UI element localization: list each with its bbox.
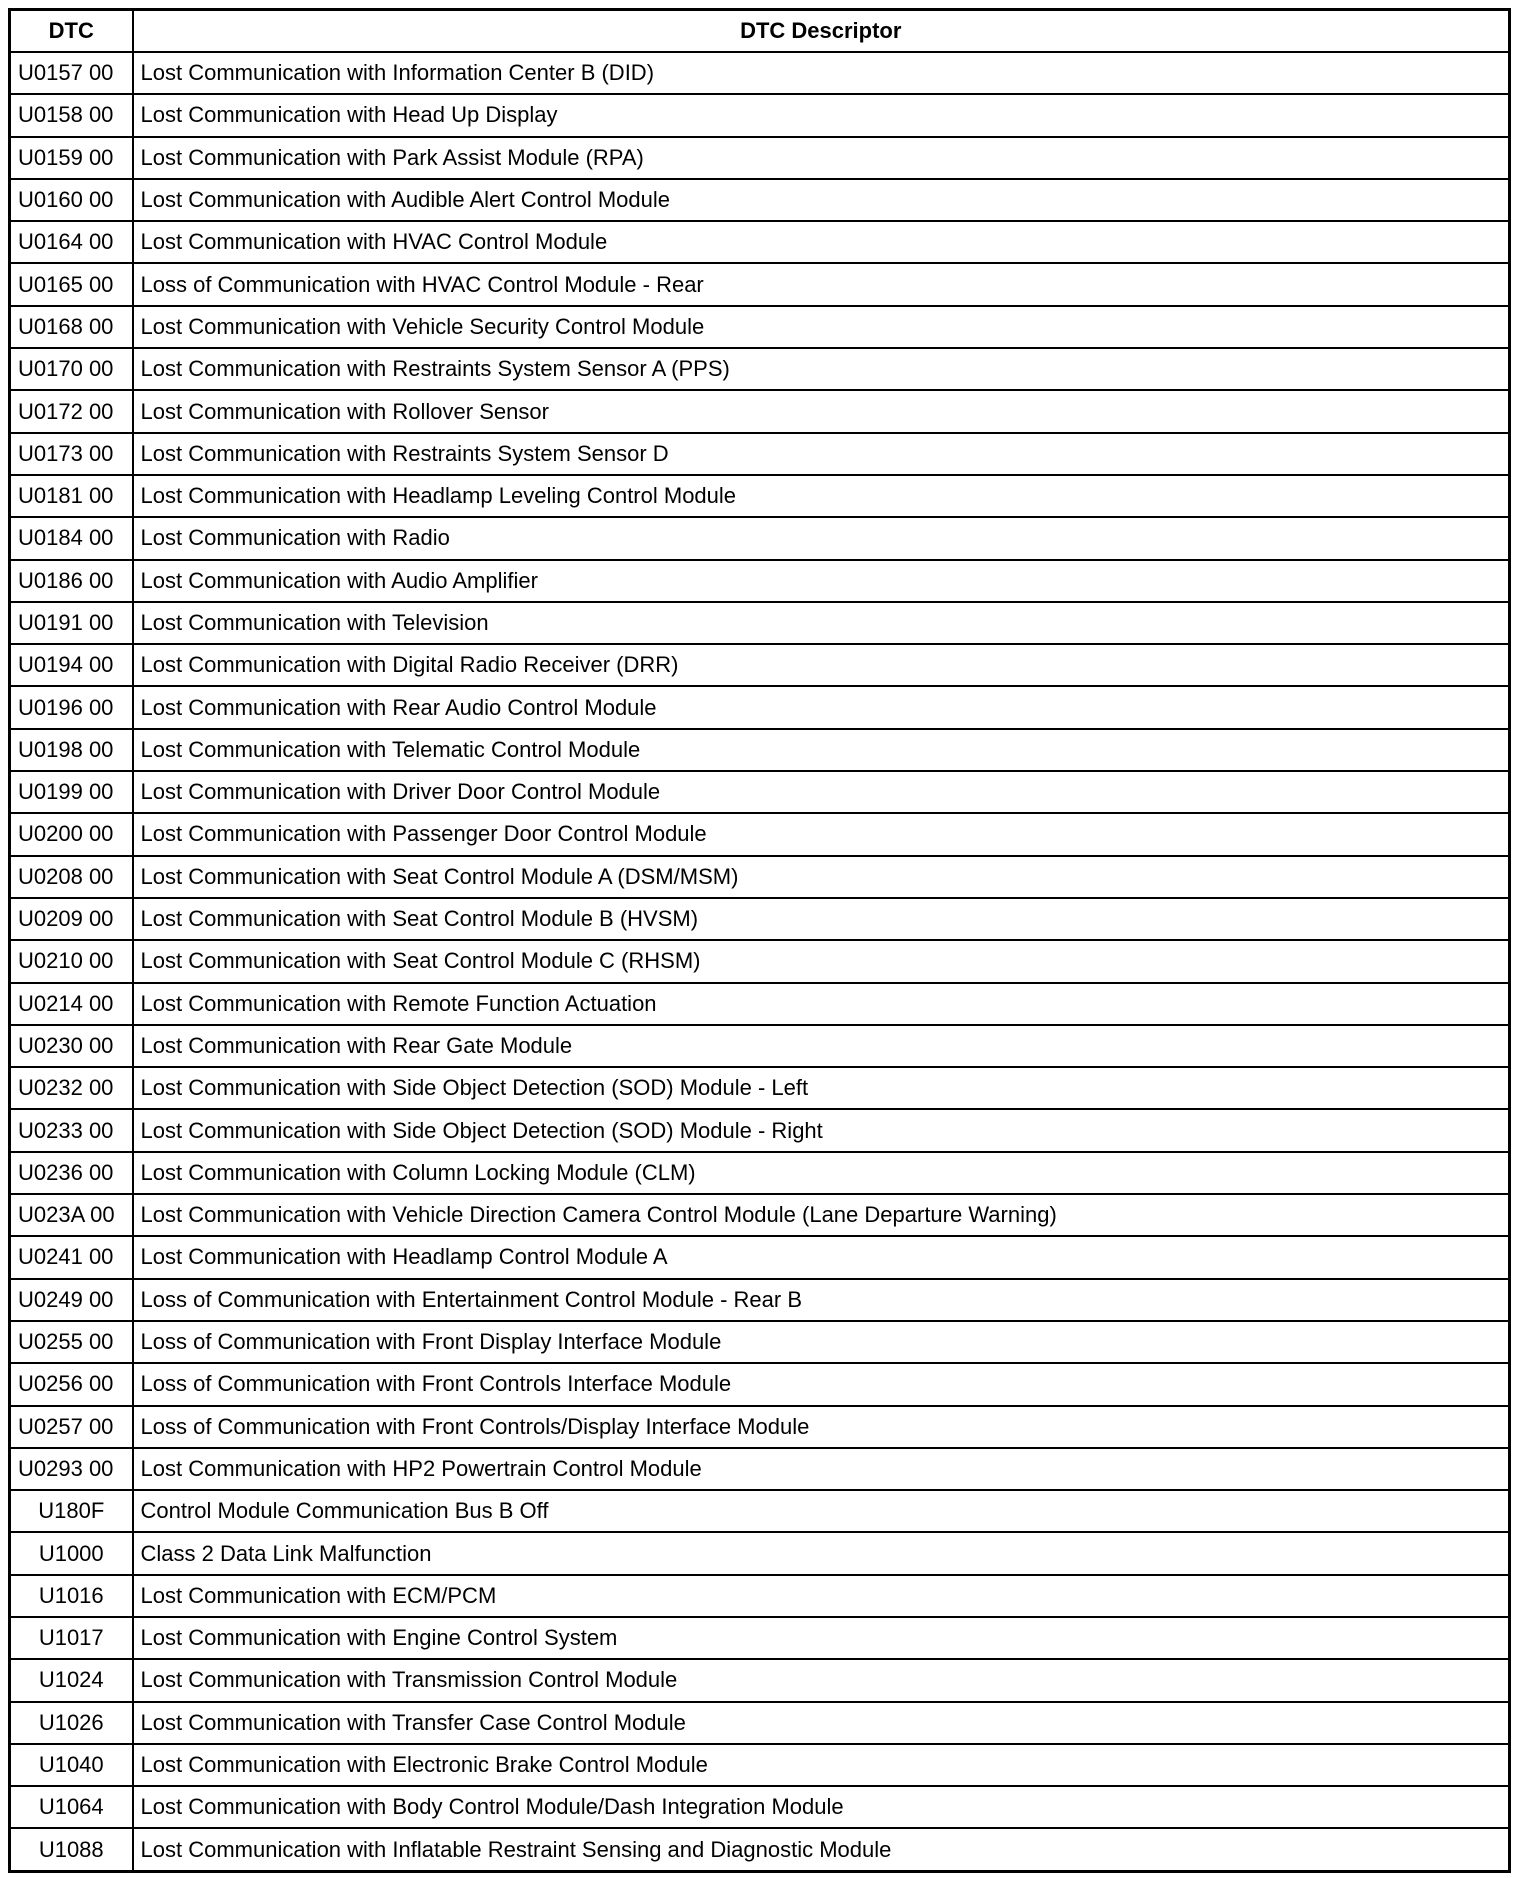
dtc-code: U1064 xyxy=(10,1786,133,1828)
table-row xyxy=(10,813,1510,855)
dtc-descriptor: Lost Communication with Seat Control Module A (DSM/MSM) xyxy=(133,856,1510,898)
header-dtc: DTC xyxy=(10,10,133,53)
dtc-code: U0172 00 xyxy=(10,390,133,432)
dtc-descriptor: Lost Communication with Column Locking Module (CLM) xyxy=(133,1152,1510,1194)
dtc-code: U0173 00 xyxy=(10,433,133,475)
table-row xyxy=(10,856,1510,898)
dtc-code: U1088 xyxy=(10,1828,133,1871)
dtc-descriptor: Lost Communication with Vehicle Direction Camera Control Module (Lane Departure Warning) xyxy=(133,1194,1510,1236)
table-row xyxy=(10,983,1510,1025)
dtc-descriptor: Lost Communication with Telematic Control Module xyxy=(133,729,1510,771)
dtc-code: U0293 00 xyxy=(10,1448,133,1490)
table-row xyxy=(10,1448,1510,1490)
table-row xyxy=(10,1067,1510,1109)
dtc-code: U0165 00 xyxy=(10,263,133,305)
table-row xyxy=(10,1575,1510,1617)
dtc-descriptor: Lost Communication with Audio Amplifier xyxy=(133,560,1510,602)
table-row xyxy=(10,221,1510,263)
dtc-descriptor: Lost Communication with Television xyxy=(133,602,1510,644)
dtc-descriptor: Lost Communication with Inflatable Restraint Sensing and Diagnostic Module xyxy=(133,1828,1510,1871)
table-row xyxy=(10,644,1510,686)
dtc-code: U0249 00 xyxy=(10,1279,133,1321)
dtc-descriptor: Lost Communication with Transmission Control Module xyxy=(133,1659,1510,1701)
dtc-descriptor: Lost Communication with Seat Control Module B (HVSM) xyxy=(133,898,1510,940)
dtc-code: U0194 00 xyxy=(10,644,133,686)
table-row xyxy=(10,1744,1510,1786)
dtc-descriptor: Lost Communication with HP2 Powertrain Control Module xyxy=(133,1448,1510,1490)
table-row xyxy=(10,1786,1510,1828)
dtc-code: U0186 00 xyxy=(10,560,133,602)
dtc-descriptor: Class 2 Data Link Malfunction xyxy=(133,1532,1510,1574)
table-row xyxy=(10,306,1510,348)
dtc-descriptor: Lost Communication with Passenger Door Control Module xyxy=(133,813,1510,855)
dtc-descriptor: Lost Communication with HVAC Control Module xyxy=(133,221,1510,263)
table-row xyxy=(10,1025,1510,1067)
dtc-code: U0158 00 xyxy=(10,94,133,136)
table-body xyxy=(10,52,1510,1872)
dtc-code: U0233 00 xyxy=(10,1109,133,1151)
dtc-descriptor: Lost Communication with Audible Alert Control Module xyxy=(133,179,1510,221)
dtc-descriptor: Loss of Communication with Entertainment Control Module - Rear B xyxy=(133,1279,1510,1321)
table-row xyxy=(10,1194,1510,1236)
table-row xyxy=(10,1279,1510,1321)
table-row xyxy=(10,1363,1510,1405)
dtc-code: U0209 00 xyxy=(10,898,133,940)
table-header-row xyxy=(10,10,1510,53)
dtc-descriptor: Lost Communication with Restraints System Sensor A (PPS) xyxy=(133,348,1510,390)
dtc-code: U1000 xyxy=(10,1532,133,1574)
dtc-code: U0210 00 xyxy=(10,940,133,982)
dtc-code: U0214 00 xyxy=(10,983,133,1025)
table-row xyxy=(10,263,1510,305)
dtc-code: U1016 xyxy=(10,1575,133,1617)
table-row xyxy=(10,940,1510,982)
header-dtc-descriptor: DTC Descriptor xyxy=(133,10,1510,53)
table-row xyxy=(10,1406,1510,1448)
table-row xyxy=(10,1321,1510,1363)
table-row xyxy=(10,771,1510,813)
dtc-descriptor: Lost Communication with ECM/PCM xyxy=(133,1575,1510,1617)
table-row xyxy=(10,94,1510,136)
dtc-code: U0200 00 xyxy=(10,813,133,855)
dtc-code: U0159 00 xyxy=(10,137,133,179)
dtc-descriptor: Lost Communication with Engine Control System xyxy=(133,1617,1510,1659)
table-row xyxy=(10,729,1510,771)
dtc-descriptor: Lost Communication with Head Up Display xyxy=(133,94,1510,136)
dtc-code: U0181 00 xyxy=(10,475,133,517)
dtc-descriptor: Lost Communication with Side Object Detection (SOD) Module - Right xyxy=(133,1109,1510,1151)
dtc-descriptor: Lost Communication with Seat Control Module C (RHSM) xyxy=(133,940,1510,982)
dtc-code: U0199 00 xyxy=(10,771,133,813)
dtc-descriptor: Loss of Communication with Front Display Interface Module xyxy=(133,1321,1510,1363)
table-row xyxy=(10,179,1510,221)
dtc-code: U0236 00 xyxy=(10,1152,133,1194)
dtc-descriptor: Lost Communication with Driver Door Control Module xyxy=(133,771,1510,813)
table-row xyxy=(10,433,1510,475)
dtc-descriptor: Lost Communication with Digital Radio Receiver (DRR) xyxy=(133,644,1510,686)
table-row xyxy=(10,137,1510,179)
dtc-descriptor: Lost Communication with Information Center B (DID) xyxy=(133,52,1510,94)
dtc-code: U1040 xyxy=(10,1744,133,1786)
dtc-code: U0208 00 xyxy=(10,856,133,898)
dtc-descriptor: Lost Communication with Body Control Module/Dash Integration Module xyxy=(133,1786,1510,1828)
table-row xyxy=(10,686,1510,728)
table-row xyxy=(10,602,1510,644)
dtc-code: U1017 xyxy=(10,1617,133,1659)
dtc-descriptor: Lost Communication with Headlamp Leveling Control Module xyxy=(133,475,1510,517)
table-row xyxy=(10,517,1510,559)
dtc-table xyxy=(8,8,1511,1873)
dtc-code: U180F xyxy=(10,1490,133,1532)
dtc-code: U0160 00 xyxy=(10,179,133,221)
dtc-descriptor: Lost Communication with Remote Function Actuation xyxy=(133,983,1510,1025)
dtc-code: U1024 xyxy=(10,1659,133,1701)
dtc-descriptor: Lost Communication with Restraints System Sensor D xyxy=(133,433,1510,475)
dtc-descriptor: Loss of Communication with Front Controls/Display Interface Module xyxy=(133,1406,1510,1448)
dtc-code: U1026 xyxy=(10,1702,133,1744)
dtc-code: U0170 00 xyxy=(10,348,133,390)
dtc-code: U0198 00 xyxy=(10,729,133,771)
dtc-descriptor: Lost Communication with Park Assist Module (RPA) xyxy=(133,137,1510,179)
table-row xyxy=(10,1617,1510,1659)
dtc-code: U0257 00 xyxy=(10,1406,133,1448)
dtc-code: U0256 00 xyxy=(10,1363,133,1405)
dtc-code: U0196 00 xyxy=(10,686,133,728)
dtc-code: U0191 00 xyxy=(10,602,133,644)
dtc-descriptor: Lost Communication with Rollover Sensor xyxy=(133,390,1510,432)
dtc-descriptor: Lost Communication with Transfer Case Control Module xyxy=(133,1702,1510,1744)
dtc-code: U0255 00 xyxy=(10,1321,133,1363)
dtc-descriptor: Lost Communication with Radio xyxy=(133,517,1510,559)
dtc-descriptor: Lost Communication with Rear Gate Module xyxy=(133,1025,1510,1067)
table-row xyxy=(10,560,1510,602)
dtc-code: U0184 00 xyxy=(10,517,133,559)
dtc-code: U023A 00 xyxy=(10,1194,133,1236)
dtc-descriptor: Loss of Communication with Front Controls Interface Module xyxy=(133,1363,1510,1405)
table-row xyxy=(10,1659,1510,1701)
dtc-descriptor: Loss of Communication with HVAC Control Module - Rear xyxy=(133,263,1510,305)
dtc-descriptor: Lost Communication with Headlamp Control Module A xyxy=(133,1236,1510,1278)
table-row xyxy=(10,1532,1510,1574)
table-row xyxy=(10,52,1510,94)
table-row xyxy=(10,1236,1510,1278)
dtc-descriptor: Lost Communication with Electronic Brake Control Module xyxy=(133,1744,1510,1786)
table-row xyxy=(10,1702,1510,1744)
table-row xyxy=(10,475,1510,517)
dtc-code: U0230 00 xyxy=(10,1025,133,1067)
dtc-descriptor: Lost Communication with Rear Audio Control Module xyxy=(133,686,1510,728)
dtc-descriptor: Lost Communication with Side Object Detection (SOD) Module - Left xyxy=(133,1067,1510,1109)
table-row xyxy=(10,1109,1510,1151)
dtc-code: U0157 00 xyxy=(10,52,133,94)
table-row xyxy=(10,1152,1510,1194)
table-row xyxy=(10,1490,1510,1532)
table-row xyxy=(10,1828,1510,1871)
dtc-code: U0168 00 xyxy=(10,306,133,348)
table-row xyxy=(10,898,1510,940)
table-row xyxy=(10,348,1510,390)
dtc-code: U0241 00 xyxy=(10,1236,133,1278)
table-row xyxy=(10,390,1510,432)
dtc-descriptor: Lost Communication with Vehicle Security Control Module xyxy=(133,306,1510,348)
dtc-descriptor: Control Module Communication Bus B Off xyxy=(133,1490,1510,1532)
dtc-code: U0164 00 xyxy=(10,221,133,263)
dtc-code: U0232 00 xyxy=(10,1067,133,1109)
